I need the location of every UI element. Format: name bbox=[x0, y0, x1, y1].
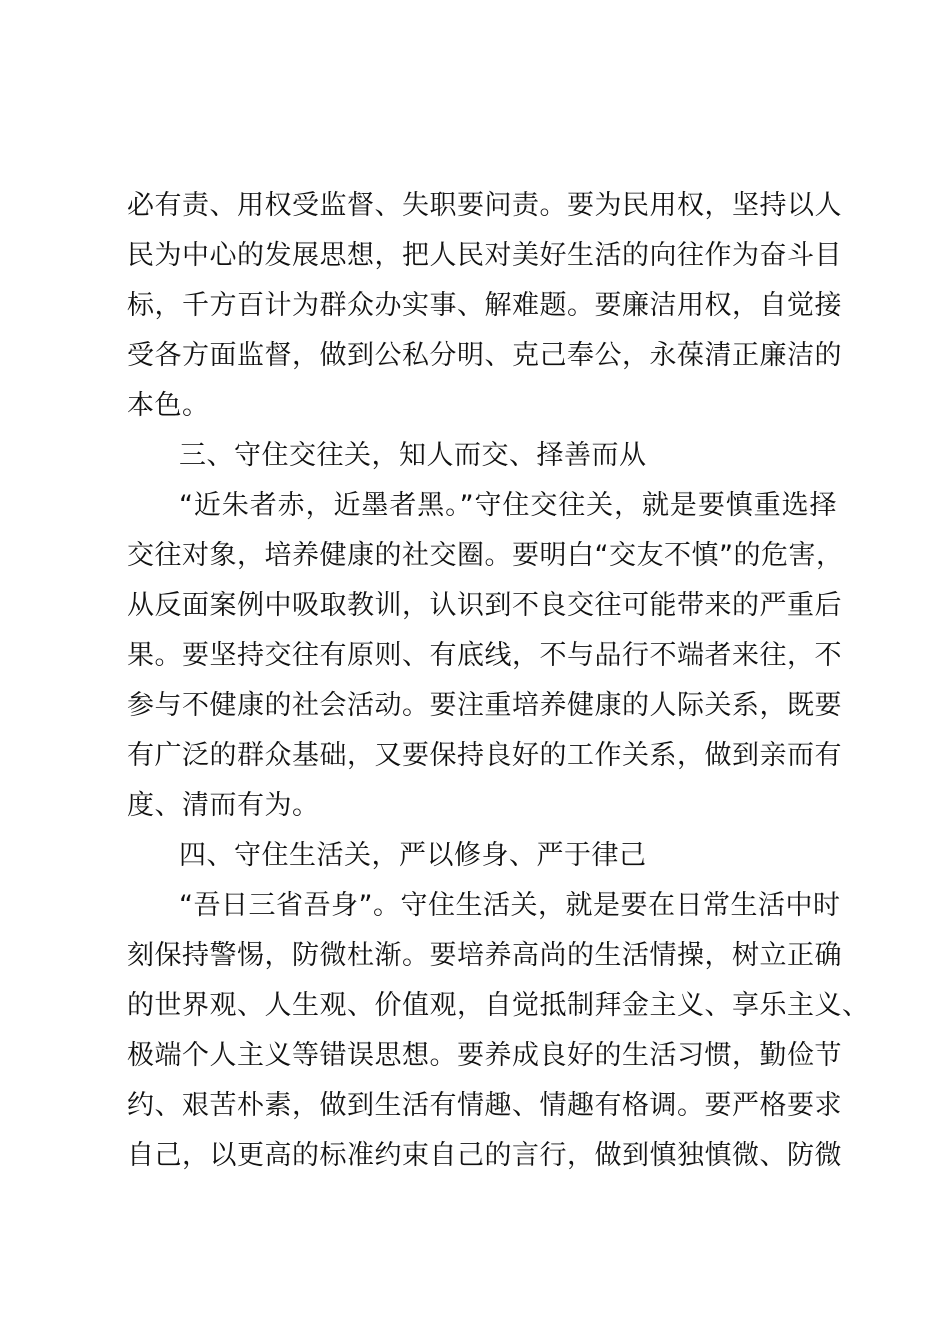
text-line: 约、艰苦朴素，做到生活有情趣、情趣有格调。要严格要求 bbox=[127, 1090, 842, 1121]
section-heading: 四、守住生活关，严以修身、严于律己 bbox=[179, 840, 647, 871]
body-text bbox=[127, 181, 870, 1181]
text-line: 极端个人主义等错误思想。要养成良好的生活习惯，勤俭节 bbox=[127, 1040, 842, 1071]
text-line: 果。要坚持交往有原则、有底线，不与品行不端者来往，不 bbox=[127, 640, 842, 671]
text-line: 自己，以更高的标准约束自己的言行，做到慎独慎微、防微 bbox=[127, 1140, 842, 1171]
text-line: 的世界观、人生观、价值观，自觉抵制拜金主义、享乐主义、 bbox=[127, 990, 870, 1021]
text-line: 民为中心的发展思想，把人民对美好生活的向往作为奋斗目 bbox=[127, 240, 842, 271]
text-line: 度、清而有为。 bbox=[127, 790, 320, 821]
text-line: 必有责、用权受监督、失职要问责。要为民用权，坚持以人 bbox=[127, 190, 842, 221]
text-line: 受各方面监督，做到公私分明、克己奉公，永葆清正廉洁的 bbox=[127, 340, 842, 371]
text-line: 本色。 bbox=[127, 390, 210, 421]
text-line: 标，千方百计为群众办实事、解难题。要廉洁用权，自觉接 bbox=[127, 290, 842, 321]
text-line: “吾日三省吾身”。守住生活关，就是要在日常生活中时 bbox=[179, 890, 841, 921]
text-line: 有广泛的群众基础，又要保持良好的工作关系，做到亲而有 bbox=[127, 740, 842, 771]
section-heading: 三、守住交往关，知人而交、择善而从 bbox=[179, 440, 647, 471]
text-line: 参与不健康的社会活动。要注重培养健康的人际关系，既要 bbox=[127, 690, 842, 721]
text-line: 从反面案例中吸取教训，认识到不良交往可能带来的严重后 bbox=[127, 590, 842, 621]
text-line: 刻保持警惕，防微杜渐。要培养高尚的生活情操，树立正确 bbox=[127, 940, 842, 971]
text-line: “近朱者赤，近墨者黑。”守住交往关，就是要慎重选择 bbox=[179, 490, 837, 521]
text-line: 交往对象，培养健康的社交圈。要明白“交友不慎”的危害， bbox=[127, 540, 844, 571]
